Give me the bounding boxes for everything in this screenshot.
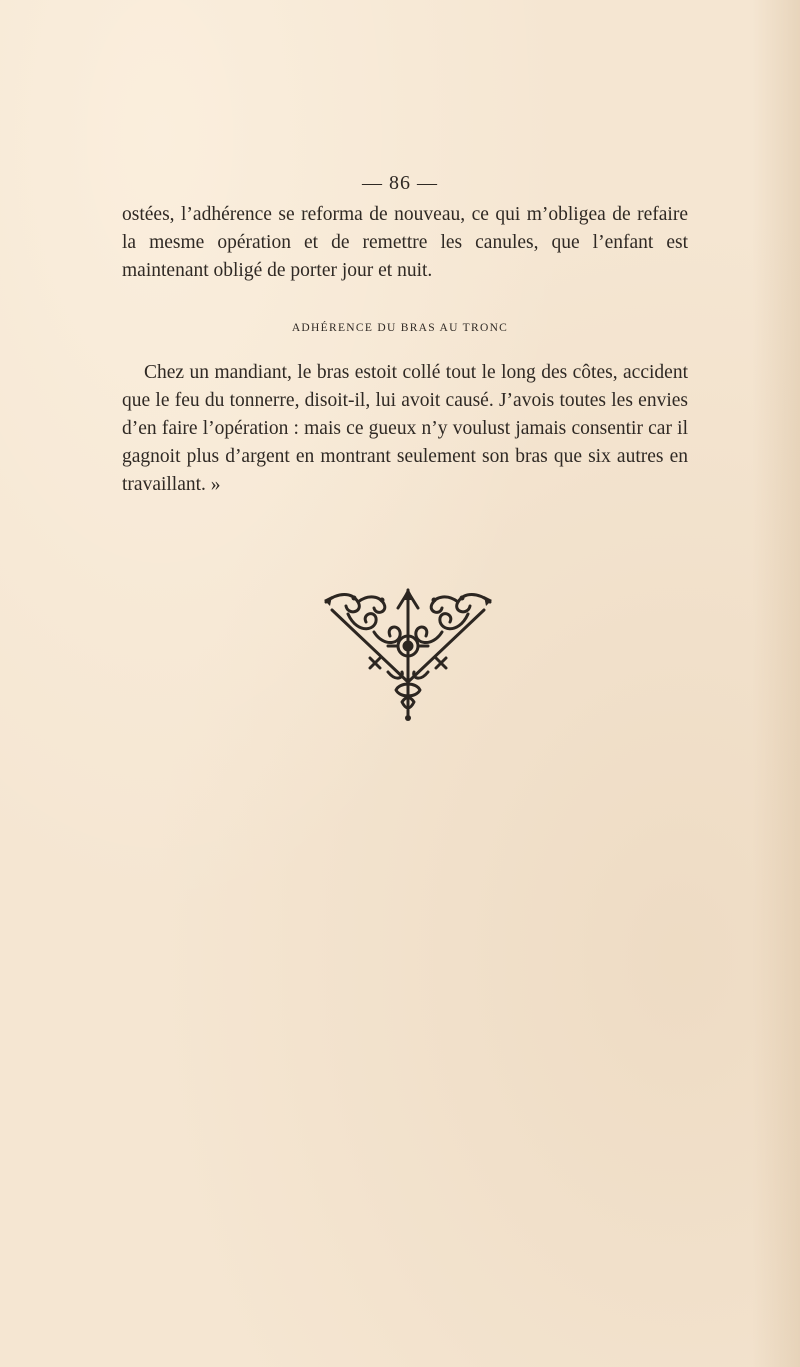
- section-heading: ADHÉRENCE DU BRAS AU TRONC: [291, 322, 509, 334]
- fleuron-cul-de-lampe-icon: [318, 586, 498, 722]
- paragraph-continuation: ostées, l’adhérence se reforma de nouveau, ce qui m’obligea de refaire la mesme opération et de remettre les canules, que l’enfant est maintenant obligé de porter jour et nuit.: [122, 204, 688, 281]
- page-number: — 86 —: [362, 172, 438, 194]
- paragraph-adherence-bras: Chez un mandiant, le bras estoit collé tout le long des côtes, accident que le feu du tonnerre, disoit-il, lui avoit causé. J’avois toutes les envies d’en faire l’opération : mais ce gueux n’y voulust jamais consentir car il gagnoit plus d’argent en montrant seulement son bras que six autres en travaillant. »: [122, 362, 688, 495]
